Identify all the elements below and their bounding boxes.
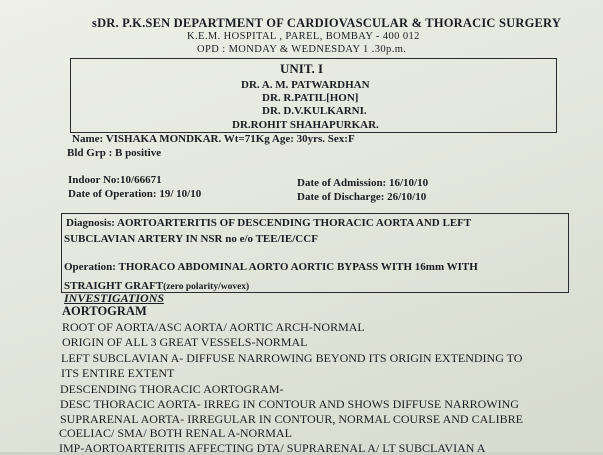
doctor-name: DR.ROHIT SHAHAPURKAR. xyxy=(232,119,379,131)
diagnosis-line-2: SUBCLAVIAN ARTERY IN NSR no e/o TEE/IE/CCF xyxy=(64,233,318,245)
date-of-discharge: Date of Discharge: 26/10/10 xyxy=(297,191,427,203)
doctor-name: DR. A. M. PATWARDHAN xyxy=(241,79,370,91)
indoor-number: Indoor No:10/66671 xyxy=(68,174,162,186)
hospital-address: K.E.M. HOSPITAL , PAREL, BOMBAY - 400 012 xyxy=(187,31,420,42)
graft-type: STRAIGHT GRAFT xyxy=(64,280,164,292)
doctor-name: DR. R.PATIL[HON] xyxy=(262,92,359,104)
graft-note: (zero polarity/wovex) xyxy=(163,282,250,292)
patient-name-line: Name: VISHAKA MONDKAR. Wt=71Kg Age: 30yrs. Sex:F xyxy=(72,133,355,145)
opd-timing: OPD : MONDAY & WEDNESDAY 1 .30p.m. xyxy=(197,44,407,55)
investigations-heading: INVESTIGATIONS xyxy=(64,291,165,305)
aortogram-heading: AORTOGRAM xyxy=(62,304,147,318)
investigation-line: ORIGIN OF ALL 3 GREAT VESSELS-NORMAL xyxy=(62,335,308,349)
investigation-line: IMP-AORTOARTERITIS AFFECTING DTA/ SUPRARENAL A/ LT SUBCLAVIAN A xyxy=(59,441,486,455)
investigation-line: ROOT OF AORTA/ASC AORTA/ AORTIC ARCH-NORMAL xyxy=(62,320,365,334)
diagnosis-line-1: Diagnosis: AORTOARTERITIS OF DESCENDING THORACIC AORTA AND LEFT xyxy=(66,217,472,229)
investigation-line: DESCENDING THORACIC AORTOGRAM- xyxy=(60,382,284,396)
investigation-line: LEFT SUBCLAVIAN A- DIFFUSE NARROWING BEYOND ITS ORIGIN EXTENDING TO xyxy=(61,351,523,365)
investigation-line: SUPRARENAL AORTA- IRREGULAR IN CONTOUR, NORMAL COURSE AND CALIBRE xyxy=(60,412,523,426)
blood-group: Bld Grp : B positive xyxy=(67,147,162,159)
unit-title: UNIT. I xyxy=(280,61,324,76)
operation-line-1: Operation: THORACO ABDOMINAL AORTO AORTIC BYPASS WITH 16mm WITH xyxy=(64,261,478,273)
investigation-line: ITS ENTIRE EXTENT xyxy=(61,366,175,380)
department-title: sDR. P.K.SEN DEPARTMENT OF CARDIOVASCULAR & THORACIC SURGERY xyxy=(92,16,562,30)
date-of-operation: Date of Operation: 19/ 10/10 xyxy=(68,188,202,200)
investigation-line: DESC THORACIC AORTA- IRREG IN CONTOUR AND SHOWS DIFFUSE NARROWING xyxy=(60,397,519,411)
date-of-admission: Date of Admission: 16/10/10 xyxy=(297,177,429,189)
investigation-line: COELIAC/ SMA/ BOTH RENAL A-NORMAL xyxy=(59,426,292,440)
doctor-name: DR. D.V.KULKARNI. xyxy=(262,105,367,117)
